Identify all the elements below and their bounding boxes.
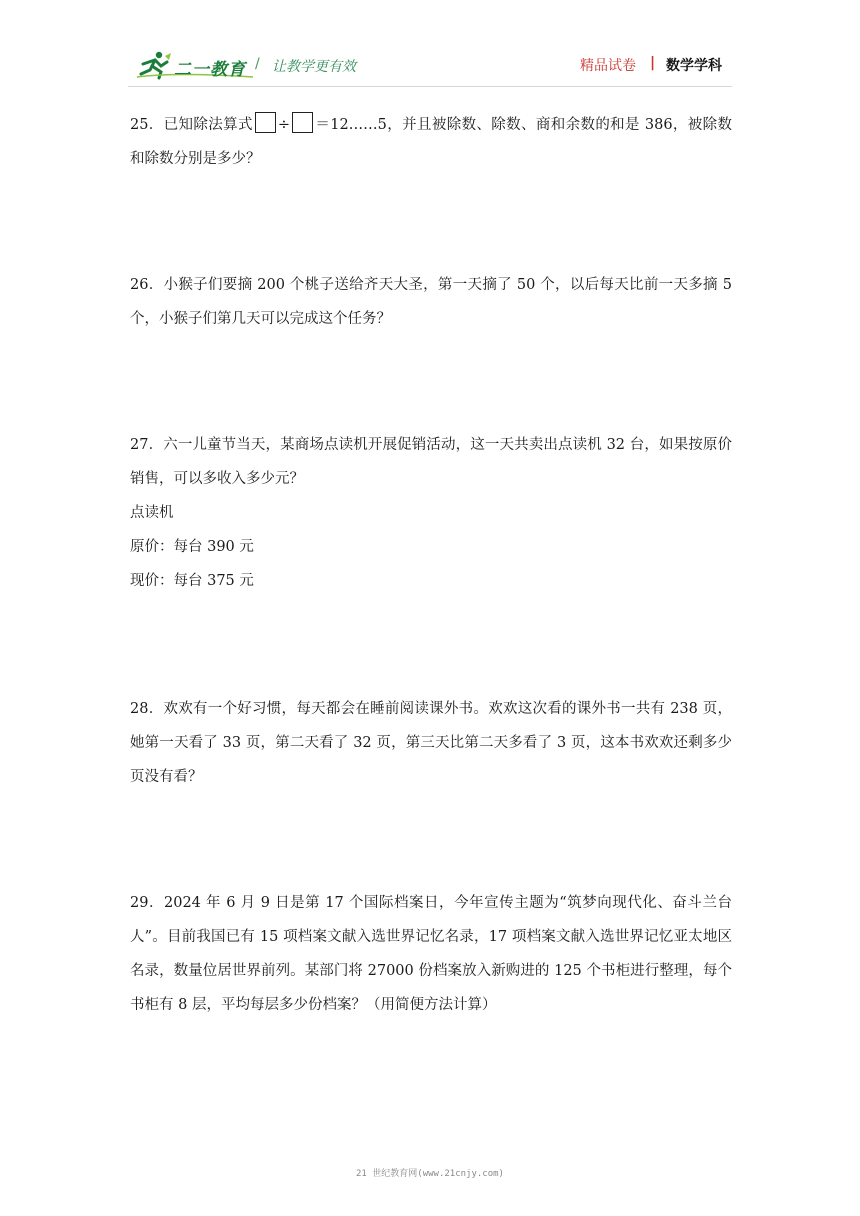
- page-footer: 21 世纪教育网(www.21cnjy.com): [356, 1169, 504, 1179]
- subject-label: 数学学科: [666, 58, 722, 74]
- slogan-separator: /: [255, 56, 260, 72]
- question-28: 28．欢欢有一个好习惯，每天都会在睡前阅读课外书。欢欢这次看的课外书一共有 238 页，她第一天看了 33 页，第二天看了 32 页，第三天比第二天多看了 3 页，这本书欢欢还剩多少页没有看？: [130, 701, 732, 785]
- blank-box-divisor: [292, 112, 313, 133]
- question-list: [130, 108, 732, 1022]
- question-27: 27．六一儿童节当天，某商场点读机开展促销活动，这一天共卖出点读机 32 台，如果按原价销售，可以多收入多少元？: [130, 437, 732, 487]
- blank-box-dividend: [255, 112, 276, 133]
- slogan: 让教学更有效: [272, 59, 356, 75]
- premium-label: 精品试卷: [580, 58, 636, 74]
- header-separator: |: [650, 55, 656, 71]
- page-header: [0, 0, 860, 95]
- product-name: 点读机: [130, 505, 174, 521]
- current-price: 现价：每台 375 元: [130, 573, 254, 589]
- question-29: 29．2024 年 6 月 9 日是第 17 个国际档案日，今年宣传主题为“筑梦向现代化、奋斗兰台人”。目前我国已有 15 项档案文献入选世界记忆名录，17 项档案文献入选世界记忆亚太地区名录，数量位居世界前列。某部门将 27000 份档案放入新购进的 125 个书柜进行整理，每个书柜有 8 层，平均每层多少份档案？（用简便方法计算）: [130, 895, 732, 1013]
- brand-name: 二一教育: [174, 60, 246, 80]
- header-divider: [128, 86, 732, 87]
- q25-text-end: ＝12……5，并且被除数、除数、商和余数的和是 386，被除数和除数分别是多少？: [130, 117, 732, 167]
- question-25: [130, 108, 732, 176]
- original-price: 原价：每台 390 元: [130, 539, 254, 555]
- q25-text-start: 25．已知除法算式: [130, 117, 253, 133]
- divide-sign: ÷: [277, 117, 290, 133]
- question-26: 26．小猴子们要摘 200 个桃子送给齐天大圣，第一天摘了 50 个，以后每天比前一天多摘 5 个，小猴子们第几天可以完成这个任务？: [130, 277, 732, 327]
